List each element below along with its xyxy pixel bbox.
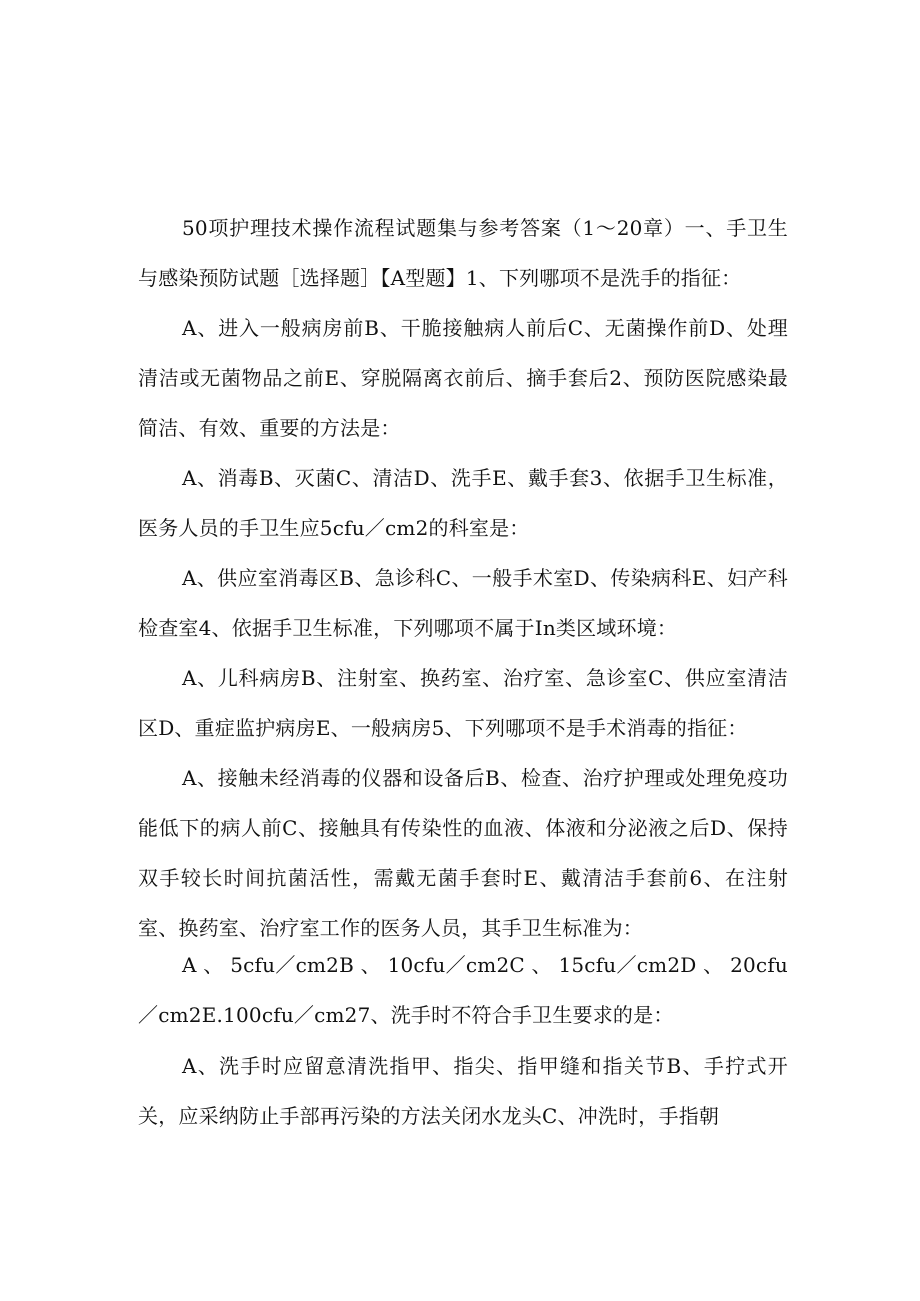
question-7-options: A、洗手时应留意清洗指甲、指尖、指甲缝和指关节B、手拧式开关，应采纳防止手部再污染的方法关闭水龙头C、冲洗时，手指朝	[138, 1054, 788, 1128]
question-4-options: A、儿科病房B、注射室、换药室、治疗室、急诊室C、供应室清洁区D、重症监护病房E、一般病房5、下列哪项不是手术消毒的指征：	[138, 666, 788, 740]
question-2-options: A、消毒B、灭菌C、清洁D、洗手E、戴手套3、依据手卫生标准，医务人员的手卫生应5cfu／cm2的科室是：	[138, 466, 788, 540]
question-3-options: A、供应室消毒区B、急诊科C、一般手术室D、传染病科E、妇产科检查室4、依据手卫生标准，下列哪项不属于In类区域环境：	[138, 566, 788, 640]
question-1-intro: 50项护理技术操作流程试题集与参考答案（1～20章）一、手卫生与感染预防试题［选择题］【A型题】1、下列哪项不是洗手的指征：	[138, 216, 788, 290]
question-5-options: A、接触未经消毒的仪器和设备后B、检查、治疗护理或处理免疫功能低下的病人前C、接触具有传染性的血液、体液和分泌液之后D、保持双手较长时间抗菌活性，需戴无菌手套时E、戴清洁手套前6、在注射室、换药室、治疗室工作的医务人员，其手卫生标准为：	[138, 766, 788, 940]
question-1-options: A、进入一般病房前B、干脆接触病人前后C、无菌操作前D、处理清洁或无菌物品之前E、穿脱隔离衣前后、摘手套后2、预防医院感染最简洁、有效、重要的方法是：	[138, 316, 788, 440]
question-6-options: A 、 5cfu／cm2B 、 10cfu／cm2C 、 15cfu／cm2D 、 20cfu／cm2E.100cfu／cm27、洗手时不符合手卫生要求的是：	[138, 953, 788, 1027]
